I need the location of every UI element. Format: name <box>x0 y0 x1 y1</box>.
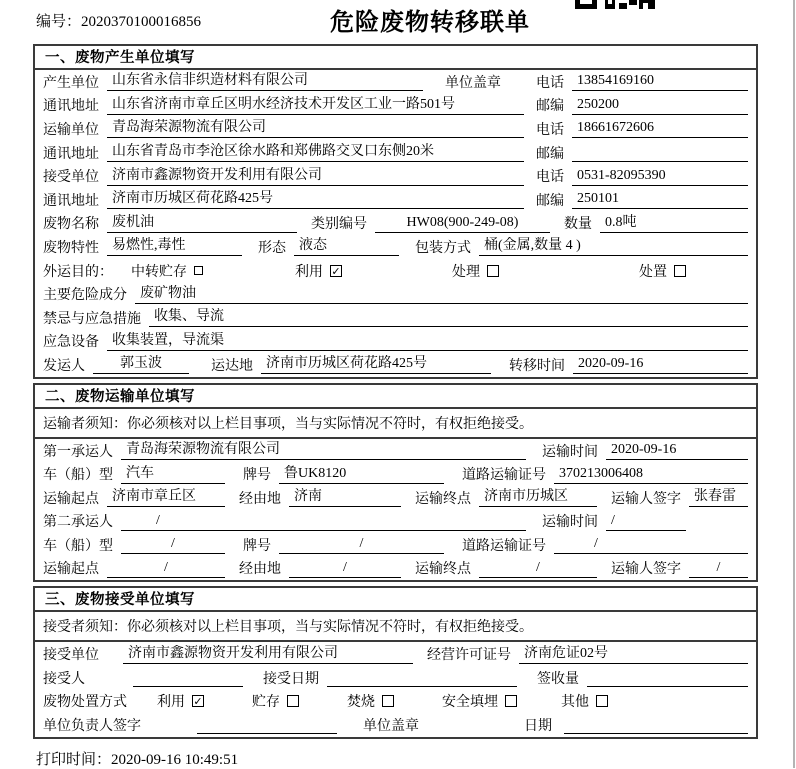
row-producer-address <box>35 94 756 118</box>
vehicle1-value: 汽车 <box>121 465 225 484</box>
taboo-value: 收集、导流 <box>149 308 748 327</box>
carrier2-value: / <box>121 512 526 531</box>
category-code: HW08(900-249-08) <box>375 214 550 233</box>
row-equipment <box>35 330 756 354</box>
address-label: 通讯地址 <box>43 99 99 115</box>
form-label: 形态 <box>258 240 286 256</box>
pack-label: 包装方式 <box>415 240 471 256</box>
carrier1-label: 第一承运人 <box>43 444 113 460</box>
checkbox-icon <box>596 695 608 707</box>
destination-label: 运达地 <box>211 358 253 374</box>
receive-person-value <box>133 668 243 687</box>
road-permit1-value: 370213006408 <box>554 465 748 484</box>
checkbox-icon <box>382 695 394 707</box>
producer-phone: 13854169160 <box>572 72 748 91</box>
option-label: 安全填埋 <box>442 695 498 711</box>
disposal-option-use <box>157 691 204 711</box>
section1-header: 一、废物产生单位填写 <box>35 46 756 70</box>
form-value: 液态 <box>294 237 399 256</box>
transporter-phone: 18661672606 <box>572 119 748 138</box>
row-transport-notice <box>35 409 756 439</box>
receiver-phone: 0531-82095390 <box>572 167 748 186</box>
producer-value: 山东省永信非织造材料有限公司 <box>107 72 423 91</box>
qty-label: 数量 <box>564 217 592 233</box>
document-serial <box>36 10 201 31</box>
road-permit2-value: / <box>554 535 748 554</box>
consignor-label: 发运人 <box>43 358 85 374</box>
origin-label: 运输起点 <box>43 562 99 578</box>
plate2-value: / <box>279 535 444 554</box>
option-label: 焚烧 <box>347 695 375 711</box>
disposal-option-store <box>252 691 299 711</box>
equipment-label: 应急设备 <box>43 335 99 351</box>
sign2-value: / <box>689 559 748 578</box>
row-route1 <box>35 486 756 510</box>
via-label: 经由地 <box>239 491 281 507</box>
row-receiver <box>35 164 756 188</box>
print-time-value: 2020-09-16 10:49:51 <box>111 752 239 768</box>
date-value <box>564 715 748 734</box>
option-label: 利用 <box>295 264 323 280</box>
vehicle2-value: / <box>121 535 225 554</box>
row-carrier1 <box>35 439 756 463</box>
purpose-label: 外运目的： <box>43 264 113 280</box>
hazard-label: 主要危险成分 <box>43 288 127 304</box>
transport-time1: 2020-09-16 <box>606 441 748 460</box>
seal-label: 单位盖章 <box>445 75 501 91</box>
taboo-label: 禁忌与应急措施 <box>43 311 141 327</box>
row-hazard <box>35 282 756 306</box>
option-label: 处理 <box>452 264 480 280</box>
row-purpose <box>35 259 756 283</box>
section-transport <box>33 383 758 583</box>
pack-value: 桶(金属,数量 4 ) <box>479 237 748 256</box>
receive-unit-value: 济南市鑫源物资开发利用有限公司 <box>123 645 413 664</box>
carrier1-value: 青岛海荣源物流有限公司 <box>121 441 526 460</box>
row-producer <box>35 70 756 94</box>
receiver-address: 济南市历城区荷花路425号 <box>107 190 524 209</box>
purpose-option-dispose <box>639 261 686 281</box>
origin-label: 运输起点 <box>43 491 99 507</box>
phone-label: 电话 <box>536 122 564 138</box>
via2-value: / <box>289 559 401 578</box>
checkbox-checked-icon: ✓ <box>331 264 341 278</box>
disposal-option-landfill <box>442 691 517 711</box>
row-head-sign <box>35 713 756 737</box>
end2-value: / <box>479 559 597 578</box>
option-label: 处置 <box>639 264 667 280</box>
disposal-option-other <box>561 691 608 711</box>
option-label: 贮存 <box>252 695 280 711</box>
destination-value: 济南市历城区荷花路425号 <box>261 355 491 374</box>
purpose-option-treat <box>452 261 499 281</box>
checkbox-icon <box>487 265 499 277</box>
checkbox-checked-icon: ✓ <box>193 695 203 709</box>
end-label: 运输终点 <box>415 491 471 507</box>
address-label: 通讯地址 <box>43 193 99 209</box>
row-transporter-address <box>35 141 756 165</box>
producer-zip: 250200 <box>572 96 748 115</box>
end1-value: 济南市历城区 <box>479 488 597 507</box>
option-label: 利用 <box>157 695 185 711</box>
receive-unit-label: 接受单位 <box>43 648 99 664</box>
phone-label: 电话 <box>536 170 564 186</box>
waste-name-label: 废物名称 <box>43 217 99 233</box>
consignor-value: 郭玉波 <box>93 355 189 374</box>
row-receive-notice <box>35 612 756 642</box>
serial-number: 2020370100016856 <box>81 14 202 30</box>
checkbox-icon <box>505 695 517 707</box>
road-permit-label: 道路运输证号 <box>462 538 546 554</box>
transport-time-label: 运输时间 <box>542 444 598 460</box>
zip-label: 邮编 <box>536 146 564 162</box>
print-time-label: 打印时间： <box>36 752 112 768</box>
via1-value: 济南 <box>289 488 401 507</box>
row-carrier2 <box>35 510 756 534</box>
checkbox-icon <box>194 266 203 275</box>
transport-time2: / <box>606 512 686 531</box>
equipment-value: 收集装置，导流渠 <box>107 332 748 351</box>
row-waste-name <box>35 212 756 236</box>
transport-notice-text: 运输者须知：你必须核对以上栏目事项，当与实际情况不符时，有权拒绝接受。 <box>43 416 533 432</box>
row-vehicle1 <box>35 462 756 486</box>
trait-label: 废物特性 <box>43 240 99 256</box>
zip-label: 邮编 <box>536 193 564 209</box>
amount-value <box>587 668 748 687</box>
receiver-label: 接受单位 <box>43 170 99 186</box>
receive-date-label: 接受日期 <box>263 671 319 687</box>
print-time <box>36 748 238 769</box>
row-route2 <box>35 557 756 581</box>
section-receiver <box>33 586 758 738</box>
transport-time-label: 运输时间 <box>542 515 598 531</box>
row-transporter <box>35 117 756 141</box>
trait-value: 易燃性,毒性 <box>107 237 242 256</box>
producer-address: 山东省济南市章丘区明水经济技术开发区工业一路501号 <box>107 96 524 115</box>
unit-seal-label: 单位盖章 <box>363 718 419 734</box>
waste-name: 废机油 <box>107 214 297 233</box>
vehicle-label: 车（船）型 <box>43 468 113 484</box>
sign-label: 运输人签字 <box>611 562 681 578</box>
row-receiver-address <box>35 188 756 212</box>
receive-person-label: 接受人 <box>43 671 85 687</box>
row-receive-person <box>35 666 756 690</box>
qr-code-icon <box>575 0 657 9</box>
receiver-value: 济南市鑫源物资开发利用有限公司 <box>107 167 524 186</box>
producer-label: 产生单位 <box>43 75 99 91</box>
transporter-label: 运输单位 <box>43 122 99 138</box>
plate1-value: 鲁UK8120 <box>279 465 444 484</box>
via-label: 经由地 <box>239 562 281 578</box>
sign-label: 运输人签字 <box>611 491 681 507</box>
purpose-option-use <box>295 261 342 281</box>
row-taboo <box>35 306 756 330</box>
receive-date-value <box>327 668 517 687</box>
plate-label: 牌号 <box>243 538 271 554</box>
manifest-form <box>33 44 758 743</box>
transfer-time-label: 转移时间 <box>509 358 565 374</box>
end-label: 运输终点 <box>415 562 471 578</box>
date-label: 日期 <box>524 718 552 734</box>
amount-label: 签收量 <box>537 671 579 687</box>
disposal-option-burn <box>347 691 394 711</box>
purpose-option-transfer <box>131 261 203 281</box>
zip-label: 邮编 <box>536 99 564 115</box>
transporter-value: 青岛海荣源物流有限公司 <box>107 119 524 138</box>
qty-value: 0.8吨 <box>600 214 748 233</box>
category-label: 类别编号 <box>311 217 367 233</box>
row-waste-trait <box>35 235 756 259</box>
head-sign-label: 单位负责人签字 <box>43 718 141 734</box>
road-permit-label: 道路运输证号 <box>462 468 546 484</box>
row-disposal <box>35 689 756 713</box>
page-title: 危险废物转移联单 <box>330 10 530 36</box>
transporter-address: 山东省青岛市李沧区徐水路和郑佛路交叉口东侧20米 <box>107 143 524 162</box>
section2-header: 二、废物运输单位填写 <box>35 385 756 409</box>
row-vehicle2 <box>35 533 756 557</box>
checkbox-icon <box>674 265 686 277</box>
permit-value: 济南危证02号 <box>519 645 748 664</box>
serial-label: 编号： <box>36 14 82 30</box>
page-right-border <box>793 0 795 768</box>
section3-header: 三、废物接受单位填写 <box>35 588 756 612</box>
transporter-zip <box>572 143 748 162</box>
head-sign-value <box>197 715 337 734</box>
row-consignor <box>35 353 756 377</box>
checkbox-icon <box>287 695 299 707</box>
option-label: 其他 <box>561 695 589 711</box>
plate-label: 牌号 <box>243 468 271 484</box>
receiver-zip: 250101 <box>572 190 748 209</box>
origin2-value: / <box>107 559 225 578</box>
origin1-value: 济南市章丘区 <box>107 488 225 507</box>
vehicle-label: 车（船）型 <box>43 538 113 554</box>
receive-notice-text: 接受者须知：你必须核对以上栏目事项，当与实际情况不符时，有权拒绝接受。 <box>43 620 533 636</box>
permit-label: 经营许可证号 <box>427 648 511 664</box>
sign1-value: 张春雷 <box>689 488 748 507</box>
option-label: 中转贮存 <box>131 264 187 280</box>
address-label: 通讯地址 <box>43 146 99 162</box>
transfer-time-value: 2020-09-16 <box>573 355 748 374</box>
phone-label: 电话 <box>536 75 564 91</box>
hazard-value: 废矿物油 <box>135 285 748 304</box>
disposal-label: 废物处置方式 <box>43 695 127 711</box>
row-receive-unit <box>35 642 756 666</box>
section-producer <box>33 44 758 379</box>
carrier2-label: 第二承运人 <box>43 515 113 531</box>
